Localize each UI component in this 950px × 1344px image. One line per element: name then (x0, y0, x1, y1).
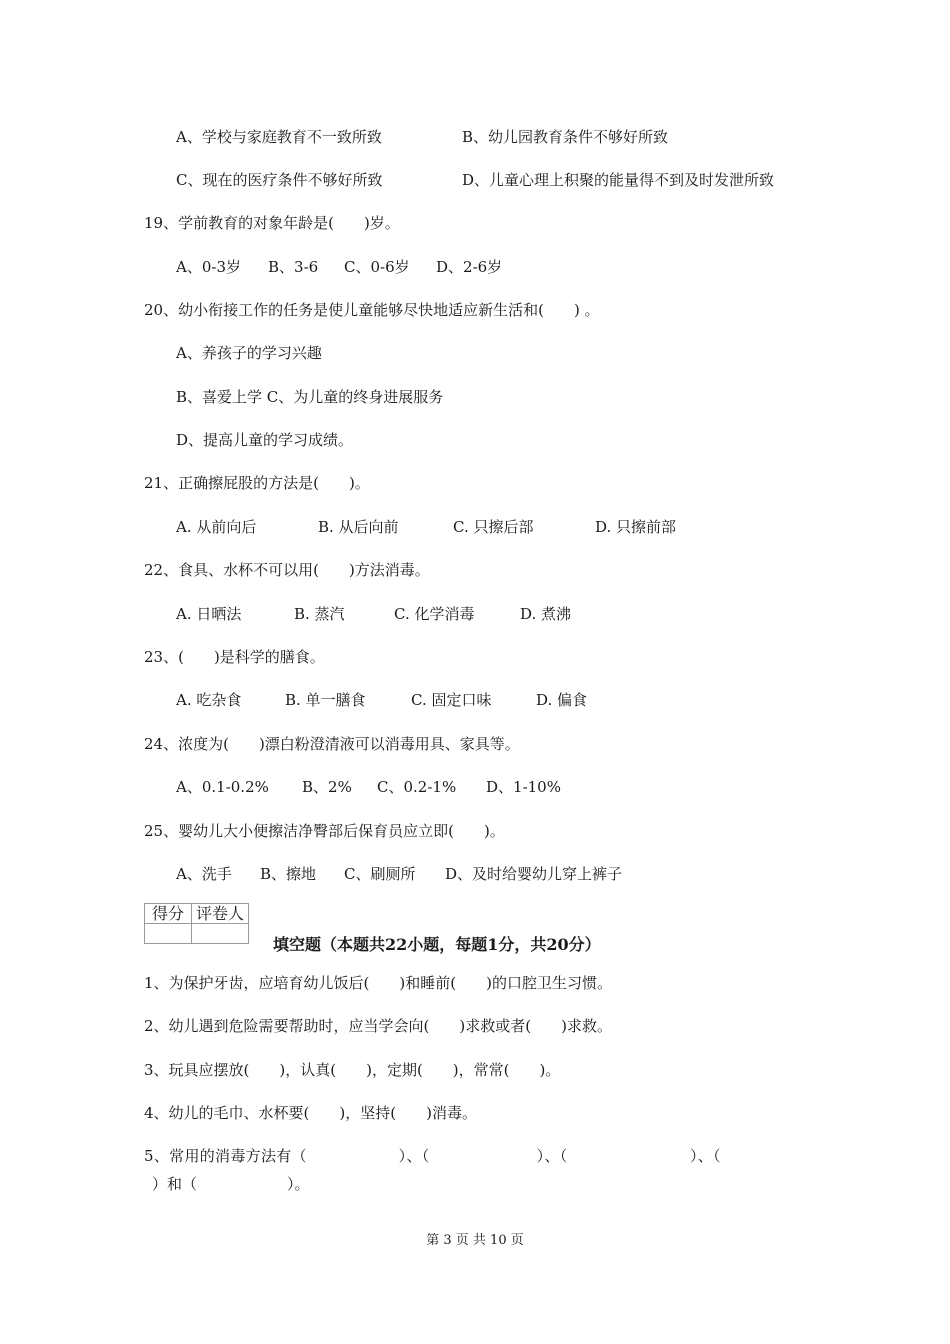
score-cell (145, 924, 192, 944)
q18-option-b: B、幼儿园教育条件不够好所致 (462, 128, 669, 146)
fill-q2: 2、幼儿遇到危险需要帮助时，应当学会向( )求救或者( )求救。 (144, 1017, 612, 1035)
q19-option-b: B、3-6 (268, 258, 319, 276)
fill-q3: 3、玩具应摆放( )，认真( )，定期( )，常常( )。 (144, 1061, 561, 1079)
q22-stem: 22、食具、水杯不可以用( )方法消毒。 (144, 561, 430, 579)
q21-option-d: D. 只擦前部 (595, 518, 677, 536)
q25-option-c: C、刷厕所 (344, 865, 416, 883)
q22-option-b: B. 蒸汽 (294, 605, 345, 623)
grader-label: 评卷人 (192, 904, 249, 924)
q21-option-b: B. 从后向前 (318, 518, 399, 536)
page-footer: 第 3 页 共 10 页 (426, 1233, 524, 1248)
q22-option-c: C. 化学消毒 (394, 605, 475, 623)
fill-q4: 4、幼儿的毛巾、水杯要( )，坚持( )消毒。 (144, 1104, 477, 1122)
q20-option-line-3: D、提高儿童的学习成绩。 (176, 431, 354, 449)
q23-option-a: A. 吃杂食 (176, 691, 242, 709)
score-label: 得分 (145, 904, 192, 924)
q18-option-a: A、学校与家庭教育不一致所致 (176, 128, 382, 146)
q25-stem: 25、婴幼儿大小便擦洁净臀部后保育员应立即( )。 (144, 822, 505, 840)
q23-option-d: D. 偏食 (536, 691, 588, 709)
q20-option-line-2: B、喜爱上学 C、为儿童的终身进展服务 (176, 388, 444, 406)
q19-option-d: D、2-6岁 (436, 258, 503, 276)
q24-option-c: C、0.2-1% (377, 778, 457, 796)
q19-stem: 19、学前教育的对象年龄是( )岁。 (144, 214, 400, 232)
q24-option-d: D、1-10% (486, 778, 561, 796)
fill-q5-line-1: 5、常用的消毒方法有（ ）、（ ）、（ ）、（ (144, 1147, 721, 1165)
q24-stem: 24、浓度为( )漂白粉澄清液可以消毒用具、家具等。 (144, 735, 520, 753)
q21-option-c: C. 只擦后部 (453, 518, 534, 536)
q19-option-a: A、0-3岁 (176, 258, 241, 276)
q23-stem: 23、( )是科学的膳食。 (144, 648, 325, 666)
q24-option-a: A、0.1-0.2% (176, 778, 269, 796)
grader-cell (192, 924, 249, 944)
section-title: 填空题（本题共22小题，每题1分，共20分） (273, 935, 601, 954)
q21-option-a: A. 从前向后 (176, 518, 257, 536)
q24-option-b: B、2% (302, 778, 352, 796)
q25-option-b: B、擦地 (260, 865, 317, 883)
q19-option-c: C、0-6岁 (344, 258, 410, 276)
q23-option-b: B. 单一膳食 (285, 691, 366, 709)
q20-stem: 20、幼小衔接工作的任务是使儿童能够尽快地适应新生活和( ) 。 (144, 301, 600, 319)
q23-option-c: C. 固定口味 (411, 691, 492, 709)
q18-option-c: C、现在的医疗条件不够好所致 (176, 171, 383, 189)
fill-q1: 1、为保护牙齿，应培育幼儿饭后( )和睡前( )的口腔卫生习惯。 (144, 974, 612, 992)
fill-q5-line-2: ）和（ ）。 (152, 1175, 310, 1193)
q18-option-d: D、儿童心理上积聚的能量得不到及时发泄所致 (462, 171, 775, 189)
q25-option-d: D、及时给婴幼儿穿上裤子 (445, 865, 623, 883)
q21-stem: 21、正确擦屁股的方法是( )。 (144, 474, 370, 492)
q20-option-line-1: A、养孩子的学习兴趣 (176, 344, 322, 362)
score-box (144, 903, 249, 944)
q22-option-a: A. 日晒法 (176, 605, 242, 623)
q25-option-a: A、洗手 (176, 865, 232, 883)
q22-option-d: D. 煮沸 (520, 605, 572, 623)
